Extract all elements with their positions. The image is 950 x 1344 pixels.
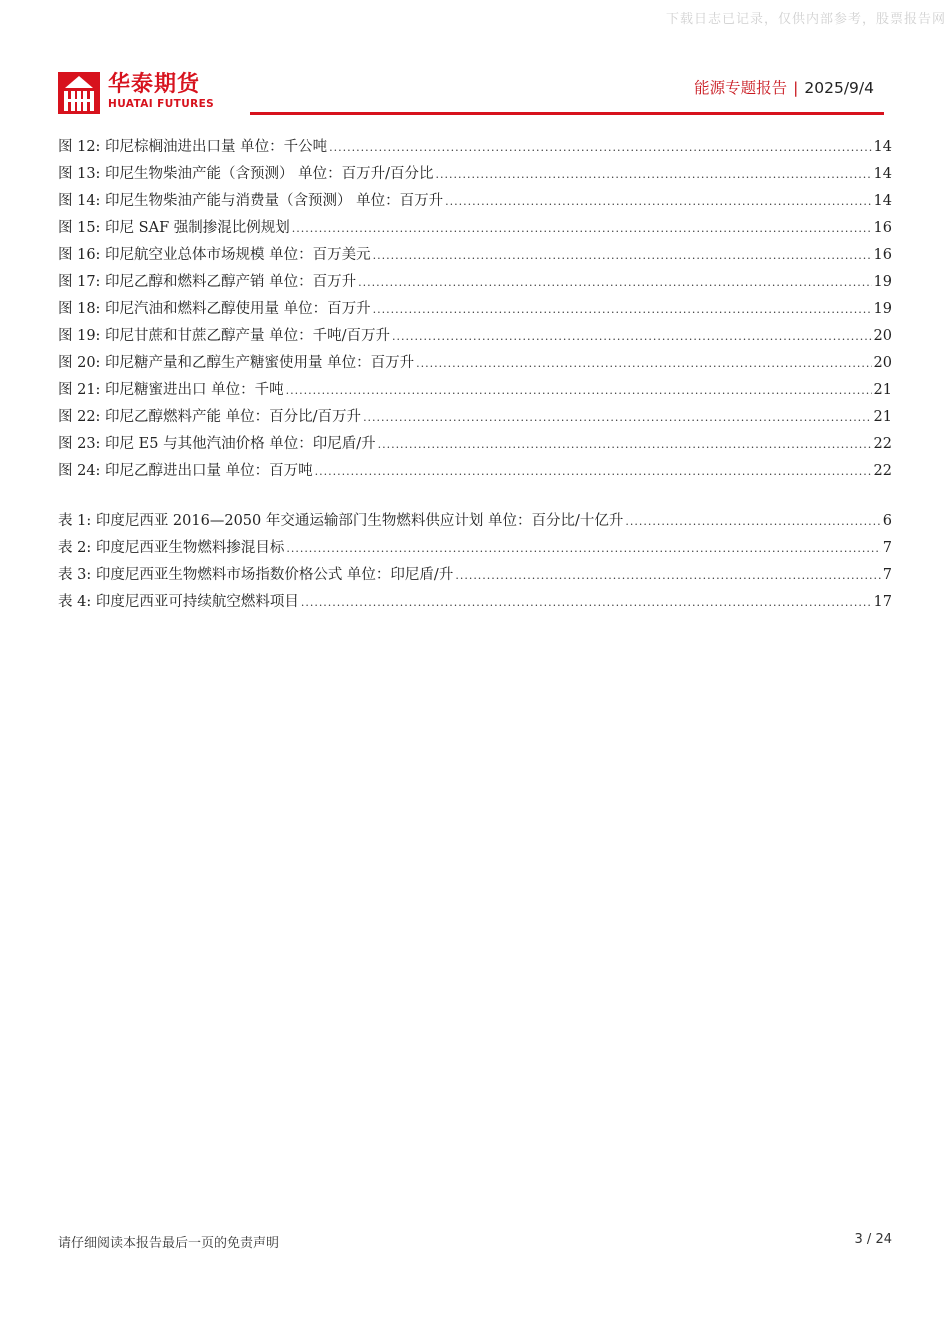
logo-chinese-name: 华泰期货 [108,72,201,97]
table-of-figures [58,134,892,616]
figure-entry-page: 14 [873,166,892,182]
leader-dots [301,589,872,616]
figure-entry[interactable] [58,269,892,296]
figure-entry-label: 图 23: 印尼 E5 与其他汽油价格 单位：印尼盾/升 [58,436,376,452]
figure-entry[interactable] [58,458,892,485]
leader-dots [286,535,880,562]
figure-entry-label: 图 17: 印尼乙醇和燃料乙醇产销 单位：百万升 [58,274,357,290]
figure-entry-page: 20 [873,328,892,344]
page-number: 3 / 24 [854,1232,892,1247]
figure-entry-label: 图 18: 印尼汽油和燃料乙醇使用量 单位：百万升 [58,301,371,317]
leader-dots [455,562,880,589]
figure-entry-page: 19 [873,301,892,317]
figure-entry[interactable] [58,431,892,458]
figure-entry[interactable] [58,188,892,215]
table-entry[interactable] [58,535,892,562]
figure-entry[interactable] [58,350,892,377]
leader-dots [358,269,871,296]
report-type-label [694,76,874,98]
figure-entry-page: 14 [873,193,892,209]
table-entry-label: 表 3: 印度尼西亚生物燃料市场指数价格公式 单位：印尼盾/升 [58,567,454,583]
figure-entry[interactable] [58,377,892,404]
report-category: 能源专题报告 [694,79,788,97]
leader-dots [315,458,872,485]
figure-entry-page: 14 [873,139,892,155]
table-entry-page: 17 [873,594,892,610]
figure-entry-page: 20 [873,355,892,371]
figure-entry-label: 图 19: 印尼甘蔗和甘蔗乙醇产量 单位：千吨/百万升 [58,328,391,344]
figure-list [58,134,892,485]
huatai-logo-icon [58,72,100,114]
header-divider [250,112,884,115]
figure-entry-label: 图 12: 印尼棕榈油进出口量 单位：千公吨 [58,139,328,155]
figure-entry-page: 19 [873,274,892,290]
figure-entry-label: 图 20: 印尼糖产量和乙醇生产糖蜜使用量 单位：百万升 [58,355,415,371]
watermark-text: 下载日志已记录，仅供内部参考，股票报告网 [665,12,946,27]
leader-dots [625,508,880,535]
figure-entry[interactable] [58,404,892,431]
list-gap [58,485,892,508]
table-entry-label: 表 2: 印度尼西亚生物燃料掺混目标 [58,540,285,556]
table-entry-page: 7 [882,567,892,583]
leader-dots [378,431,872,458]
table-entry-page: 7 [882,540,892,556]
figure-entry-label: 图 24: 印尼乙醇进出口量 单位：百万吨 [58,463,313,479]
report-date: 2025/9/4 [804,79,874,97]
figure-entry[interactable] [58,242,892,269]
figure-entry[interactable] [58,215,892,242]
disclaimer-text: 请仔细阅读本报告最后一页的免责声明 [58,1236,280,1251]
table-entry-label: 表 1: 印度尼西亚 2016—2050 年交通运输部门生物燃料供应计划 单位：百分比/十亿升 [58,513,624,529]
table-entry[interactable] [58,589,892,616]
figure-entry-page: 22 [873,436,892,452]
figure-entry-label: 图 22: 印尼乙醇燃料产能 单位：百分比/百万升 [58,409,362,425]
figure-entry-label: 图 15: 印尼 SAF 强制掺混比例规划 [58,220,290,236]
leader-dots [373,242,872,269]
leader-dots [286,377,872,404]
figure-entry[interactable] [58,161,892,188]
table-entry[interactable] [58,508,892,535]
figure-entry-page: 16 [873,220,892,236]
figure-entry-label: 图 14: 印尼生物柴油产能与消费量（含预测） 单位：百万升 [58,193,444,209]
figure-entry-page: 21 [873,382,892,398]
figure-entry-page: 22 [873,463,892,479]
leader-dots [416,350,871,377]
leader-dots [292,215,872,242]
figure-entry-label: 图 21: 印尼糖蜜进出口 单位：千吨 [58,382,284,398]
logo-english-name: HUATAI FUTURES [108,98,215,110]
figure-entry[interactable] [58,296,892,323]
table-entry[interactable] [58,562,892,589]
company-logo [58,72,214,118]
leader-dots [329,134,871,161]
table-entry-page: 6 [882,513,892,529]
leader-dots [392,323,872,350]
figure-entry-page: 16 [873,247,892,263]
figure-entry-label: 图 16: 印尼航空业总体市场规模 单位：百万美元 [58,247,371,263]
figure-entry-page: 21 [873,409,892,425]
leader-dots [436,161,872,188]
figure-entry[interactable] [58,323,892,350]
leader-dots [373,296,872,323]
table-list [58,508,892,616]
figure-entry-label: 图 13: 印尼生物柴油产能（含预测） 单位：百万升/百分比 [58,166,434,182]
leader-dots [363,404,871,431]
table-entry-label: 表 4: 印度尼西亚可持续航空燃料项目 [58,594,299,610]
page-header [58,68,884,118]
figure-entry[interactable] [58,134,892,161]
header-separator: | [793,79,799,97]
leader-dots [445,188,871,215]
